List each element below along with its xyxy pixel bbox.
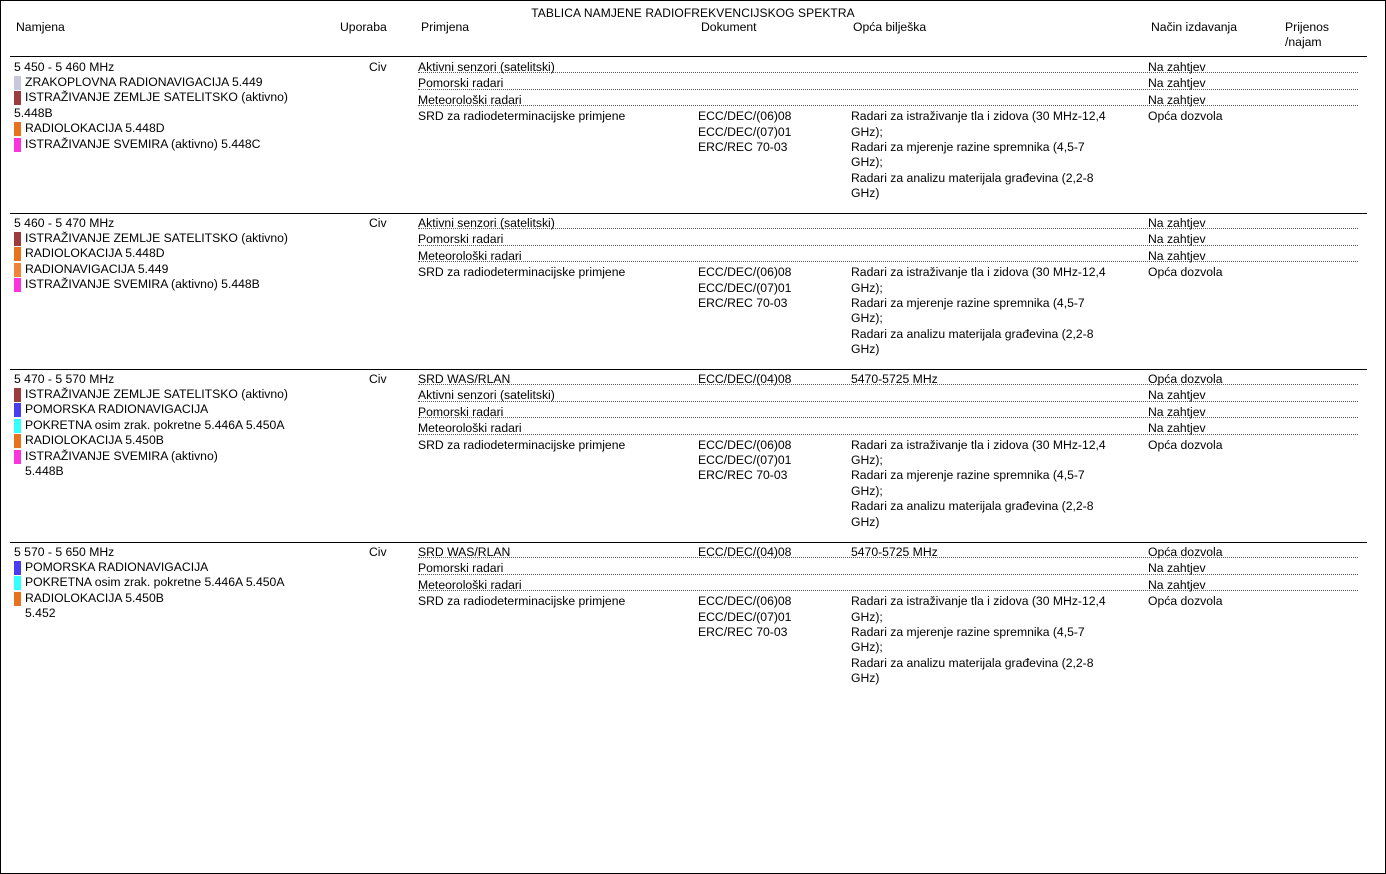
- band-divider: [10, 542, 1367, 543]
- application-row: [418, 435, 1358, 533]
- allocation-color-swatch: [14, 138, 21, 152]
- application-name: Aktivni senzori (satelitski): [418, 216, 555, 230]
- application-name: Meteorološki radari: [418, 577, 522, 592]
- allocation-item: [14, 262, 334, 277]
- allocation-item: [14, 90, 334, 105]
- allocation-label: RADIOLOKACIJA 5.448D: [25, 121, 165, 136]
- allocation-item: [14, 121, 334, 136]
- general-note-line: GHz): [851, 186, 880, 201]
- issuance-method: Na zahtjev: [1148, 404, 1206, 419]
- application-name: Meteorološki radari: [418, 92, 522, 107]
- document-ref: ERC/REC 70-03: [698, 624, 788, 639]
- general-note-line: GHz);: [851, 640, 883, 655]
- allocation-label: RADIONAVIGACIJA 5.449: [25, 261, 169, 276]
- allocation-color-swatch: [14, 91, 21, 105]
- application-row: [418, 246, 1358, 262]
- header-primjena: Primjena: [421, 20, 470, 34]
- allocation-label: RADIOLOKACIJA 5.450B: [25, 433, 164, 448]
- application-rows: [418, 213, 1358, 361]
- application-row: [418, 369, 1358, 385]
- issuance-method: Na zahtjev: [1148, 76, 1206, 91]
- application-row: [418, 57, 1358, 73]
- allocation-color-swatch: [14, 403, 21, 417]
- document-ref: ECC/DEC/(04)08: [698, 545, 792, 559]
- document-ref: ECC/DEC/(07)01: [698, 609, 792, 624]
- application-name: Aktivni senzori (satelitski): [418, 60, 555, 74]
- allocation-footnote: 5.452: [25, 606, 56, 621]
- general-note-line: 5470-5725 MHz: [851, 545, 938, 559]
- issuance-method: Na zahtjev: [1148, 577, 1206, 592]
- allocation-color-swatch: [14, 419, 21, 433]
- general-note-line: Radari za istraživanje tla i zidova (30 MHz-12,4: [851, 109, 1106, 124]
- general-note-line: GHz);: [851, 311, 883, 326]
- general-note: [851, 109, 1141, 201]
- application-name: Meteorološki radari: [418, 248, 522, 263]
- allocation-list: [14, 231, 334, 293]
- application-name: SRD za radiodeterminacijske primjene: [418, 594, 626, 609]
- document-ref: ERC/REC 70-03: [698, 139, 788, 154]
- allocation-label: ZRAKOPLOVNA RADIONAVIGACIJA 5.449: [25, 75, 263, 89]
- document-ref: ECC/DEC/(07)01: [698, 280, 792, 295]
- page-title: TABLICA NAMJENE RADIOFREKVENCIJSKOG SPEKTRA: [531, 6, 855, 20]
- application-rows: [418, 542, 1358, 690]
- application-row: [418, 213, 1358, 229]
- allocation-color-swatch: [14, 388, 21, 402]
- issuance-method: Na zahtjev: [1148, 232, 1206, 247]
- allocation-label: POMORSKA RADIONAVIGACIJA: [25, 560, 209, 574]
- allocation-color-swatch: [14, 592, 21, 606]
- allocation-color-swatch: [14, 561, 21, 575]
- issuance-method: Opća dozvola: [1148, 545, 1223, 559]
- header-namjena: Namjena: [16, 20, 65, 34]
- application-row: [418, 385, 1358, 401]
- allocation-item: [14, 387, 334, 402]
- allocation-list: [14, 75, 334, 152]
- allocation-label: POKRETNA osim zrak. pokretne 5.446A 5.450A: [25, 417, 285, 432]
- band-uporaba: Civ: [369, 545, 387, 559]
- band-frequency: 5 470 - 5 570 MHz: [14, 372, 115, 386]
- header-dokument: Dokument: [701, 20, 757, 34]
- document-refs: [698, 265, 791, 311]
- allocation-color-swatch: [14, 434, 21, 448]
- document-ref: ECC/DEC/(06)08: [698, 437, 792, 452]
- application-row: [418, 418, 1358, 434]
- issuance-method: Na zahtjev: [1148, 92, 1206, 107]
- header-prijenos: [1285, 20, 1329, 50]
- allocation-color-swatch: [14, 122, 21, 136]
- allocation-label: ISTRAŽIVANJE ZEMLJE SATELITSKO (aktivno): [25, 90, 288, 105]
- general-note-line: GHz);: [851, 124, 883, 139]
- issuance-method: Opća dozvola: [1148, 372, 1223, 386]
- general-note-line: GHz);: [851, 155, 883, 170]
- issuance-method: Na zahtjev: [1148, 421, 1206, 436]
- header-prijenos-line2: /najam: [1285, 35, 1322, 49]
- general-note-line: GHz): [851, 671, 880, 686]
- issuance-method: Opća dozvola: [1148, 594, 1223, 609]
- allocation-label: ISTRAŽIVANJE ZEMLJE SATELITSKO (aktivno): [25, 231, 288, 245]
- issuance-method: Opća dozvola: [1148, 437, 1223, 452]
- allocation-item: [14, 231, 334, 246]
- document-ref: ECC/DEC/(06)08: [698, 265, 792, 280]
- allocation-item: [14, 449, 334, 464]
- general-note-line: 5470-5725 MHz: [851, 372, 938, 386]
- general-note: [851, 594, 1141, 686]
- allocation-list: [14, 387, 334, 479]
- document-ref: ECC/DEC/(07)01: [698, 124, 792, 139]
- general-note-line: Radari za mjerenje razine spremnika (4,5-7: [851, 468, 1085, 483]
- general-note: [851, 265, 1141, 357]
- allocation-color-swatch: [14, 247, 21, 261]
- issuance-method: Opća dozvola: [1148, 109, 1223, 124]
- document-ref: ECC/DEC/(06)08: [698, 109, 792, 124]
- application-name: Pomorski radari: [418, 232, 504, 247]
- application-name: SRD WAS/RLAN: [418, 372, 511, 386]
- band-divider: [10, 369, 1367, 370]
- issuance-method: Opća dozvola: [1148, 265, 1223, 280]
- application-name: SRD WAS/RLAN: [418, 545, 511, 559]
- band-frequency: 5 570 - 5 650 MHz: [14, 545, 115, 559]
- allocation-item: [14, 575, 334, 590]
- document-ref: ERC/REC 70-03: [698, 295, 788, 310]
- header-uporaba: Uporaba: [340, 20, 387, 34]
- general-note-line: GHz): [851, 342, 880, 357]
- general-note-line: Radari za mjerenje razine spremnika (4,5-7: [851, 139, 1085, 154]
- allocation-label: ISTRAŽIVANJE ZEMLJE SATELITSKO (aktivno): [25, 387, 288, 401]
- general-note-line: Radari za analizu materijala građevina (2,2-8: [851, 170, 1094, 185]
- band-frequency: 5 460 - 5 470 MHz: [14, 216, 115, 230]
- header-nacin-izdavanja: Način izdavanja: [1151, 20, 1238, 34]
- application-name: SRD za radiodeterminacijske primjene: [418, 109, 626, 124]
- application-row: [418, 90, 1358, 106]
- application-rows: [418, 57, 1358, 205]
- general-note-line: GHz): [851, 514, 880, 529]
- application-name: Pomorski radari: [418, 561, 504, 576]
- application-row: [418, 402, 1358, 418]
- header-prijenos-line1: Prijenos: [1285, 20, 1330, 34]
- document-ref: ECC/DEC/(04)08: [698, 372, 792, 386]
- application-row: [418, 591, 1358, 689]
- issuance-method: Na zahtjev: [1148, 248, 1206, 263]
- band-row: [0, 213, 1386, 369]
- band-uporaba: Civ: [369, 60, 387, 74]
- band-frequency: 5 450 - 5 460 MHz: [14, 60, 115, 74]
- allocation-item: [14, 75, 334, 90]
- allocation-item: [14, 560, 334, 575]
- application-row: [418, 542, 1358, 558]
- band-row: [0, 542, 1386, 712]
- document-ref: ERC/REC 70-03: [698, 468, 788, 483]
- allocation-label: ISTRAŽIVANJE SVEMIRA (aktivno) 5.448C: [25, 136, 261, 151]
- band-uporaba: Civ: [369, 372, 387, 386]
- general-note-line: GHz);: [851, 452, 883, 467]
- allocation-item: [14, 418, 334, 433]
- application-name: Meteorološki radari: [418, 421, 522, 436]
- issuance-method: Na zahtjev: [1148, 388, 1206, 403]
- allocation-item: [14, 402, 334, 417]
- general-note-line: GHz);: [851, 609, 883, 624]
- allocation-label: RADIOLOKACIJA 5.450B: [25, 590, 164, 605]
- general-note-line: Radari za analizu materijala građevina (2,2-8: [851, 326, 1094, 341]
- allocation-color-swatch: [14, 232, 21, 246]
- general-note-line: Radari za mjerenje razine spremnika (4,5-7: [851, 295, 1085, 310]
- allocation-label: ISTRAŽIVANJE SVEMIRA (aktivno): [25, 448, 218, 463]
- allocation-list: [14, 560, 334, 622]
- allocation-label: POKRETNA osim zrak. pokretne 5.446A 5.450A: [25, 575, 285, 590]
- general-note-line: Radari za analizu materijala građevina (2,2-8: [851, 499, 1094, 514]
- application-name: Aktivni senzori (satelitski): [418, 388, 555, 403]
- application-name: Pomorski radari: [418, 76, 504, 91]
- general-note-line: Radari za mjerenje razine spremnika (4,5-7: [851, 624, 1085, 639]
- document-refs: [698, 594, 791, 640]
- application-row: [418, 73, 1358, 89]
- band-row: [0, 369, 1386, 542]
- issuance-method: Na zahtjev: [1148, 216, 1206, 230]
- allocation-label: ISTRAŽIVANJE SVEMIRA (aktivno) 5.448B: [25, 277, 260, 292]
- application-name: SRD za radiodeterminacijske primjene: [418, 265, 626, 280]
- document-refs: [698, 109, 791, 155]
- application-rows: [418, 369, 1358, 533]
- allocation-color-swatch: [14, 576, 21, 590]
- allocation-label: POMORSKA RADIONAVIGACIJA: [25, 402, 209, 417]
- band-divider: [10, 213, 1367, 214]
- general-note-line: Radari za istraživanje tla i zidova (30 MHz-12,4: [851, 594, 1106, 609]
- application-row: [418, 229, 1358, 245]
- general-note-line: Radari za istraživanje tla i zidova (30 MHz-12,4: [851, 265, 1106, 280]
- issuance-method: Na zahtjev: [1148, 561, 1206, 576]
- allocation-item: [14, 433, 334, 448]
- header-biljeska: Opća bilješka: [853, 20, 927, 34]
- application-row: [418, 262, 1358, 360]
- application-name: SRD za radiodeterminacijske primjene: [418, 437, 626, 452]
- allocation-item: [14, 246, 334, 261]
- allocation-item: [14, 137, 334, 152]
- document-ref: ECC/DEC/(07)01: [698, 452, 792, 467]
- document-refs: [698, 438, 791, 484]
- allocation-color-swatch: [14, 450, 21, 464]
- allocation-label: RADIOLOKACIJA 5.448D: [25, 246, 165, 261]
- application-row: [418, 575, 1358, 591]
- allocation-label-continued: 5.448B: [25, 464, 64, 479]
- general-note-line: Radari za istraživanje tla i zidova (30 MHz-12,4: [851, 437, 1106, 452]
- allocation-item: [14, 277, 334, 292]
- general-note-line: GHz);: [851, 280, 883, 295]
- issuance-method: Na zahtjev: [1148, 60, 1206, 74]
- allocation-item: [14, 591, 334, 606]
- general-note: [851, 438, 1141, 530]
- band-row: [0, 57, 1386, 213]
- allocation-color-swatch: [14, 263, 21, 277]
- allocation-color-swatch: [14, 278, 21, 292]
- allocation-color-swatch: [14, 76, 21, 90]
- allocation-label-continued: 5.448B: [14, 105, 53, 120]
- application-name: Pomorski radari: [418, 404, 504, 419]
- band-uporaba: Civ: [369, 216, 387, 230]
- application-row: [418, 106, 1358, 204]
- general-note-line: GHz);: [851, 483, 883, 498]
- application-row: [418, 558, 1358, 574]
- document-ref: ECC/DEC/(06)08: [698, 594, 792, 609]
- general-note-line: Radari za analizu materijala građevina (2,2-8: [851, 655, 1094, 670]
